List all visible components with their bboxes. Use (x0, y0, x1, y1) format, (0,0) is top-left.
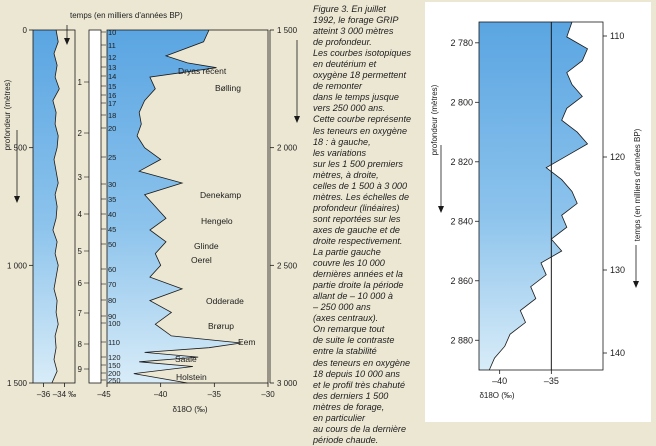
caption-line: 18 : à gauche, (313, 136, 371, 147)
period-annotation: Odderade (206, 296, 244, 306)
caption-line: de remonter (313, 81, 363, 92)
y2-tick-label: 130 (610, 265, 626, 275)
time-axis-arrowhead (64, 38, 70, 45)
right-plot (430, 22, 642, 400)
age-tick-label: 110 (108, 338, 120, 347)
period-annotation: Brørup (208, 321, 234, 331)
age-tick-label: 13 (108, 63, 117, 72)
y-tick-label: 2 800 (450, 97, 473, 108)
period-annotation: Denekamp (200, 190, 242, 200)
caption-line: profondeur (linéaires) (313, 202, 400, 213)
age-tick-label: 150 (108, 361, 121, 370)
caption-line: – 250 000 ans (313, 302, 371, 313)
period-annotation: Eem (238, 337, 256, 347)
age-tick-label: 30 (108, 180, 117, 189)
y-tick-label: 2 880 (450, 335, 473, 346)
caption-line: de profondeur. (313, 37, 372, 48)
depth-km-label: 3 (77, 173, 82, 182)
age-tick-label: 100 (108, 319, 121, 328)
figure-caption (313, 4, 421, 446)
caption-line: au cours de la dernière (313, 423, 407, 434)
period-annotation: Oerel (191, 255, 212, 265)
y2-tick-label: 110 (610, 31, 625, 41)
y-axis-arrowhead (14, 196, 20, 203)
caption-line: celles de 1 500 à 3 000 (313, 180, 408, 191)
age-tick-label: 60 (108, 265, 117, 274)
caption-line: La partie gauche (313, 247, 381, 258)
x-tick-label: –34 ‰ (52, 390, 77, 399)
caption-line: (axes centraux). (313, 313, 379, 324)
age-tick-label: 14 (108, 72, 117, 81)
age-tick-label: 250 (108, 376, 121, 385)
caption-line: partie droite la période (313, 280, 404, 291)
period-annotation: Dryas récent (178, 66, 227, 76)
age-tick-label: 15 (108, 82, 117, 91)
age-tick-label: 50 (108, 240, 117, 249)
y-tick-label: 500 (13, 143, 27, 153)
period-annotation: Hengelo (201, 216, 233, 226)
age-tick-label: 20 (108, 124, 117, 133)
caption-line: vers 250 000 ans. (313, 103, 386, 114)
caption-line: et le profil très chahuté (313, 379, 405, 390)
caption-line: les teneurs en oxygène (313, 125, 408, 136)
depth-km-label: 1 (77, 78, 82, 87)
caption-line: mètres de forage, (313, 401, 385, 412)
right-depth-label: 3 000 (277, 379, 298, 388)
x-tick-label: –36 (36, 390, 51, 399)
caption-line: Les courbes isotopiques (313, 48, 412, 59)
age-tick-label: 80 (108, 296, 117, 305)
y2-tick-label: 140 (610, 348, 626, 358)
period-annotation: Saale (175, 354, 197, 364)
age-tick-label: 11 (108, 41, 116, 50)
y-tick-label: 2 860 (450, 275, 473, 286)
age-tick-label: 45 (108, 225, 117, 234)
series-area (33, 30, 59, 383)
depth-km-label: 6 (77, 279, 82, 288)
right-depth-label: 1 500 (277, 26, 298, 35)
age-tick-label: 16 (108, 91, 117, 100)
x-tick-label: –35 (543, 376, 559, 386)
caption-line: dans le temps jusque (313, 92, 399, 103)
age-tick-label: 40 (108, 210, 117, 219)
depth-km-label: 7 (77, 309, 82, 318)
depth-km-label: 9 (77, 365, 82, 374)
caption-line: On remarque tout (313, 324, 385, 335)
age-tick-label: 200 (108, 369, 121, 378)
depth-km-label: 4 (77, 210, 82, 219)
caption-line: axes de gauche et de (313, 224, 400, 235)
x-tick-label: –35 (207, 390, 222, 399)
time-strip (89, 30, 101, 383)
caption-line: en particulier (313, 412, 366, 423)
x-tick-label: –40 (492, 376, 508, 386)
caption-line: des teneurs en oxygène (313, 357, 411, 368)
caption-line: mètres. Les échelles de (313, 191, 410, 202)
caption-line: oxygène 18 permettent (313, 70, 407, 81)
caption-line: de suite le contraste (313, 335, 395, 346)
y-tick-label: 1 500 (6, 379, 27, 388)
depth-km-label: 2 (77, 129, 82, 138)
right-depth-label: 2 000 (277, 143, 298, 153)
x-axis-label: δ18O (‰) (172, 405, 208, 414)
y-tick-label: 0 (22, 26, 27, 35)
y-tick-label: 1 000 (6, 261, 27, 271)
period-annotation: Holstein (176, 372, 207, 382)
age-tick-label: 25 (108, 153, 117, 162)
right-depth-arrowhead (294, 116, 300, 123)
caption-line: mètres, à droite, (313, 169, 379, 180)
period-annotation: Glinde (194, 241, 219, 251)
caption-line: sur les 1 500 premiers (313, 158, 403, 169)
y-tick-label: 2 840 (450, 216, 473, 227)
y2-tick-label: 120 (610, 152, 626, 162)
left-wide-plot (64, 11, 300, 414)
age-tick-label: 35 (108, 195, 117, 204)
right-depth-label: 2 500 (277, 261, 298, 271)
caption-line: couvre les 10 000 (313, 258, 385, 269)
x-tick-label: –40 (153, 390, 168, 399)
caption-line: dernières années et la (313, 269, 403, 280)
age-tick-label: 90 (108, 312, 117, 321)
caption-line: entre la stabilité (313, 346, 377, 357)
depth-km-label: 8 (77, 340, 82, 349)
age-tick-label: 18 (108, 111, 117, 120)
y-tick-label: 2 780 (450, 37, 473, 48)
depth-km-label: 5 (77, 247, 82, 256)
y-axis-label: profondeur (mètres) (3, 79, 12, 151)
age-tick-label: 10 (108, 28, 117, 37)
caption-line: droite respectivement. (313, 235, 403, 246)
time-axis-title: temps (en milliers d'années BP) (70, 11, 183, 20)
caption-line: Cette courbe représente (313, 114, 412, 125)
caption-line: 1992, le forage GRIP (313, 15, 399, 26)
caption-line: 18 depuis 10 000 ans (313, 368, 400, 379)
age-tick-label: 17 (108, 99, 117, 108)
caption-line: période chaude. (313, 434, 379, 445)
x-tick-label: –30 (261, 390, 275, 399)
caption-line: allant de – 10 000 à (313, 291, 393, 302)
caption-line: Figure 3. En juillet (313, 4, 386, 14)
caption-line: des derniers 1 500 (313, 390, 389, 401)
age-tick-label: 12 (108, 53, 117, 62)
caption-line: atteint 3 000 mètres (313, 26, 394, 37)
x-axis-label: δ18O (‰) (479, 391, 515, 400)
period-annotation: Bølling (215, 83, 241, 93)
caption-line: en deutérium et (313, 59, 377, 70)
left-narrow-plot (3, 26, 76, 399)
y-axis-arrowhead (438, 206, 444, 213)
caption-line: sont reportées sur les (313, 213, 401, 224)
y-tick-label: 2 820 (450, 156, 473, 167)
y-axis-label: profondeur (mètres) (430, 84, 439, 156)
y2-axis-arrowhead (633, 281, 639, 288)
x-tick-label: –45 (97, 390, 111, 399)
age-tick-label: 120 (108, 353, 121, 362)
age-tick-label: 70 (108, 280, 117, 289)
y2-axis-label: temps (en milliers d'années BP) (633, 128, 642, 242)
caption-line: les variations (313, 147, 367, 158)
series-area (479, 22, 588, 370)
